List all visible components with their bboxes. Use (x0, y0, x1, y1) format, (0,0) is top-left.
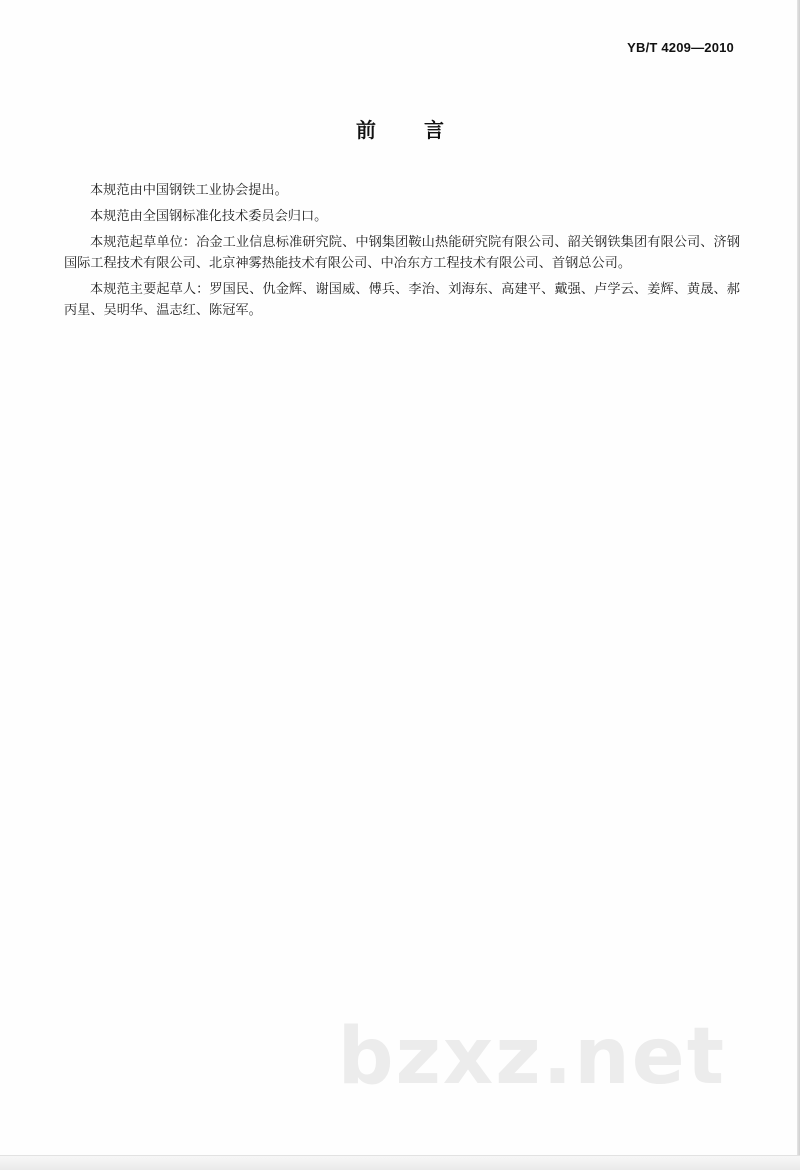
page-bottom-edge (0, 1155, 800, 1170)
paragraph-drafting-units: 本规范起草单位：冶金工业信息标准研究院、中钢集团鞍山热能研究院有限公司、韶关钢铁集团有限公司、济钢国际工程技术有限公司、北京神雾热能技术有限公司、中冶东方工程技术有限公司、首钢总公司。 (64, 235, 740, 271)
paragraph-main-drafters: 本规范主要起草人：罗国民、仇金辉、谢国威、傅兵、李治、刘海东、高建平、戴强、卢学云、姜辉、黄晟、郝丙星、吴明华、温志红、陈冠军。 (64, 282, 740, 318)
paragraph-proposer: 本规范由中国钢铁工业协会提出。 (90, 183, 288, 198)
watermark-logo: bzxz.net (337, 1012, 726, 1102)
standard-code: YB/T 4209—2010 (627, 40, 734, 55)
page-title: 前言 (356, 118, 492, 142)
paragraph-centralized-management: 本规范由全国钢标准化技术委员会归口。 (90, 209, 328, 224)
preface-body (64, 180, 740, 326)
